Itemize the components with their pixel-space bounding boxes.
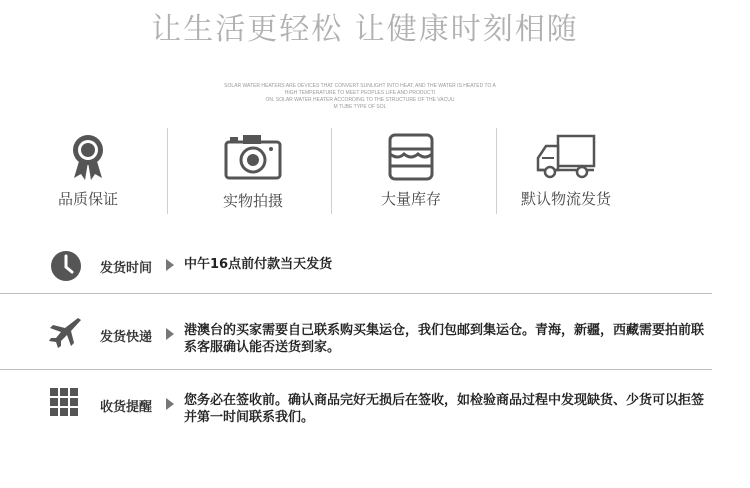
feature-photo — [188, 128, 318, 218]
info-desc: 港澳台的买家需要自己联系购买集运仓，我们包邮到集运仓。青海，新疆，西藏需要拍前联系客服确认能否送货到家。 — [184, 323, 705, 355]
features-row — [0, 128, 750, 218]
clock-icon — [50, 250, 82, 286]
info-title: 发货时间 — [100, 261, 153, 276]
grid-icon — [50, 388, 78, 420]
arrow-right-icon — [166, 259, 174, 271]
arrow-right-icon — [166, 328, 174, 340]
subtitle-line: HIGH TEMPERATURE TO MEET PEOPLES LIFE AND PRODUCTI — [284, 90, 436, 96]
feature-label: 大量库存 — [380, 190, 441, 208]
divider — [0, 293, 712, 294]
subtitle-line: SOLAR WATER HEATERS ARE DEVICES THAT CONVERT SUNLIGHT INTO HEAT, AND THE WATER IS HEATED TO A — [224, 83, 496, 89]
airplane-icon — [47, 315, 81, 353]
award-ribbon-icon — [68, 132, 108, 186]
delivery-truck-icon — [534, 132, 598, 184]
warehouse-box-icon — [386, 132, 436, 186]
info-desc: 您务必在签收前。确认商品完好无损后在签收，如检验商品过程中发现缺货、少货可以拒签并第一时间联系我们。 — [184, 393, 705, 425]
divider — [167, 128, 168, 214]
divider — [331, 128, 332, 214]
feature-stock — [346, 128, 476, 218]
divider — [496, 128, 497, 214]
info-desc: 中午16点前付款当天发货 — [184, 257, 333, 272]
divider — [0, 369, 712, 370]
feature-label: 默认物流发货 — [520, 190, 611, 208]
feature-quality — [23, 128, 153, 218]
info-title: 收货提醒 — [100, 400, 153, 415]
camera-icon — [223, 132, 283, 186]
arrow-right-icon — [166, 398, 174, 410]
feature-shipping — [500, 128, 632, 218]
feature-label: 品质保证 — [57, 190, 118, 208]
subtitle-line: M TUBE TYPE OF SOL — [333, 104, 387, 110]
subtitle-text — [195, 83, 525, 111]
info-title: 发货快递 — [100, 330, 153, 345]
slogan-heading: 让生活更轻松 让健康时刻相随 — [151, 12, 579, 47]
feature-label: 实物拍摄 — [222, 192, 283, 210]
subtitle-line: ON. SOLAR WATER HEATER ACCORDING TO THE STRUCTURE OF THE VACUU — [265, 97, 455, 103]
